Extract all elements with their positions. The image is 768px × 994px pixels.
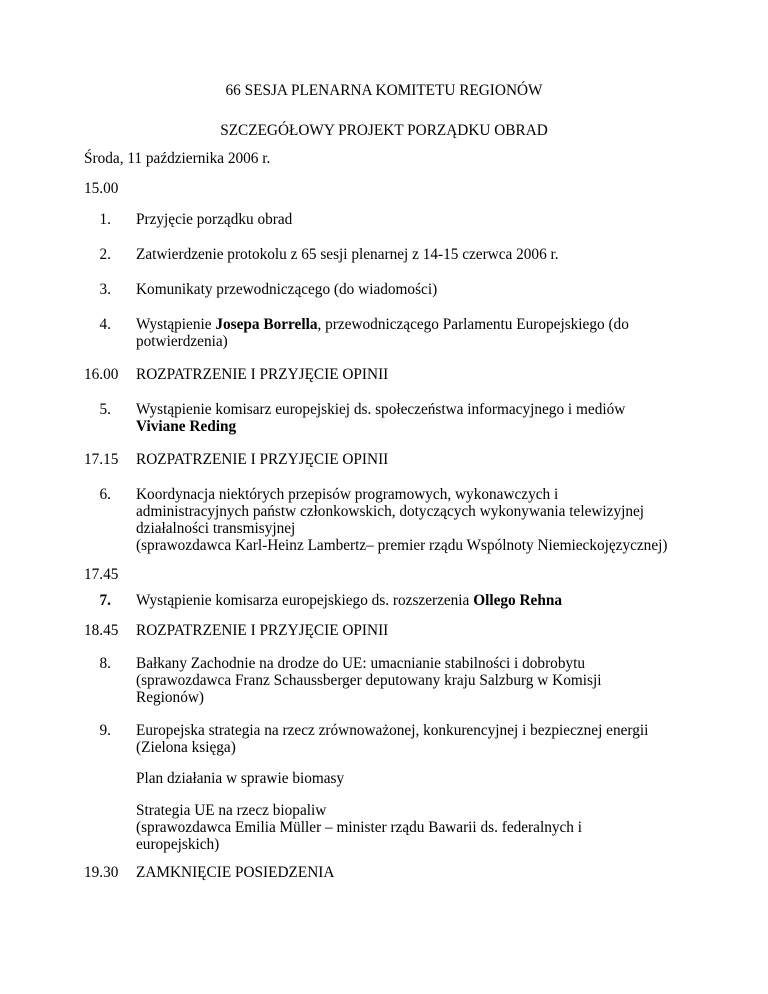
item-number: 1. <box>99 211 111 228</box>
item-number: 5. <box>99 401 111 418</box>
section-time: 19.30 <box>84 864 119 881</box>
speaker-name: Josepa Borrella <box>215 316 318 333</box>
agenda-subitem-text: Plan działania w sprawie biomasy <box>136 770 345 787</box>
item-number: 6. <box>99 486 111 503</box>
document-subtitle: SZCZEGÓŁOWY PROJEKT PORZĄDKU OBRAD <box>220 122 548 139</box>
agenda-item-text: Zatwierdzenie protokolu z 65 sesji plenarnej z 14-15 czerwca 2006 r. <box>136 246 559 263</box>
section-heading: ZAMKNIĘCIE POSIEDZENIA <box>136 864 335 881</box>
agenda-item-text: Wystąpienie komisarz europejskiej ds. społeczeństwa informacyjnego i mediów Viviane Reding <box>136 401 626 435</box>
item-number: 4. <box>99 316 111 333</box>
agenda-item-text: Wystąpienie Josepa Borrella, przewodniczącego Parlamentu Europejskiego (do potwierdzenia) <box>136 316 629 350</box>
section-time: 18.45 <box>84 622 119 639</box>
speaker-name: Ollego Rehna <box>473 592 562 609</box>
section-heading: ROZPATRZENIE I PRZYJĘCIE OPINII <box>136 366 389 383</box>
document-title: 66 SESJA PLENARNA KOMITETU REGIONÓW <box>225 82 543 99</box>
section-time: 16.00 <box>84 366 119 383</box>
item-number: 8. <box>99 655 111 672</box>
session-date: Środa, 11 października 2006 r. <box>84 150 271 167</box>
section-time: 17.45 <box>84 566 119 583</box>
item-number: 9. <box>99 722 111 739</box>
item-number: 3. <box>99 281 111 298</box>
section-time: 15.00 <box>84 180 119 197</box>
item-number: 7. <box>99 592 111 609</box>
section-time: 17.15 <box>84 451 119 468</box>
agenda-item-text: Bałkany Zachodnie na drodze do UE: umacnianie stabilności i dobrobytu (sprawozdawca Franz Schaussberger deputowany kraju Salzburg w Komisji Regionów) <box>136 655 602 706</box>
agenda-item-text: Komunikaty przewodniczącego (do wiadomości) <box>136 281 438 298</box>
section-heading: ROZPATRZENIE I PRZYJĘCIE OPINII <box>136 622 389 639</box>
item-number: 2. <box>99 246 111 263</box>
agenda-item-text: Przyjęcie porządku obrad <box>136 211 293 228</box>
agenda-item-text: Europejska strategia na rzecz zrównoważonej, konkurencyjnej i bezpiecznej energii (Zielona księga) <box>136 722 649 756</box>
agenda-subitem-text: Strategia UE na rzecz biopaliw (sprawozdawca Emilia Müller – minister rządu Bawarii ds. federalnych i europejskich) <box>136 802 582 853</box>
speaker-name: Viviane Reding <box>136 418 237 435</box>
agenda-item-text: Wystąpienie komisarza europejskiego ds. rozszerzenia Ollego Rehna <box>136 592 562 609</box>
section-heading: ROZPATRZENIE I PRZYJĘCIE OPINII <box>136 451 389 468</box>
agenda-item-text: Koordynacja niektórych przepisów programowych, wykonawczych i administracyjnych państw członkowskich, dotyczących wykonywania telewizyjnej działalności transmisyjnej (sprawozdawca Karl-Heinz Lambertz– premier rządu Wspólnoty Niemieckojęzycznej) <box>136 486 668 554</box>
